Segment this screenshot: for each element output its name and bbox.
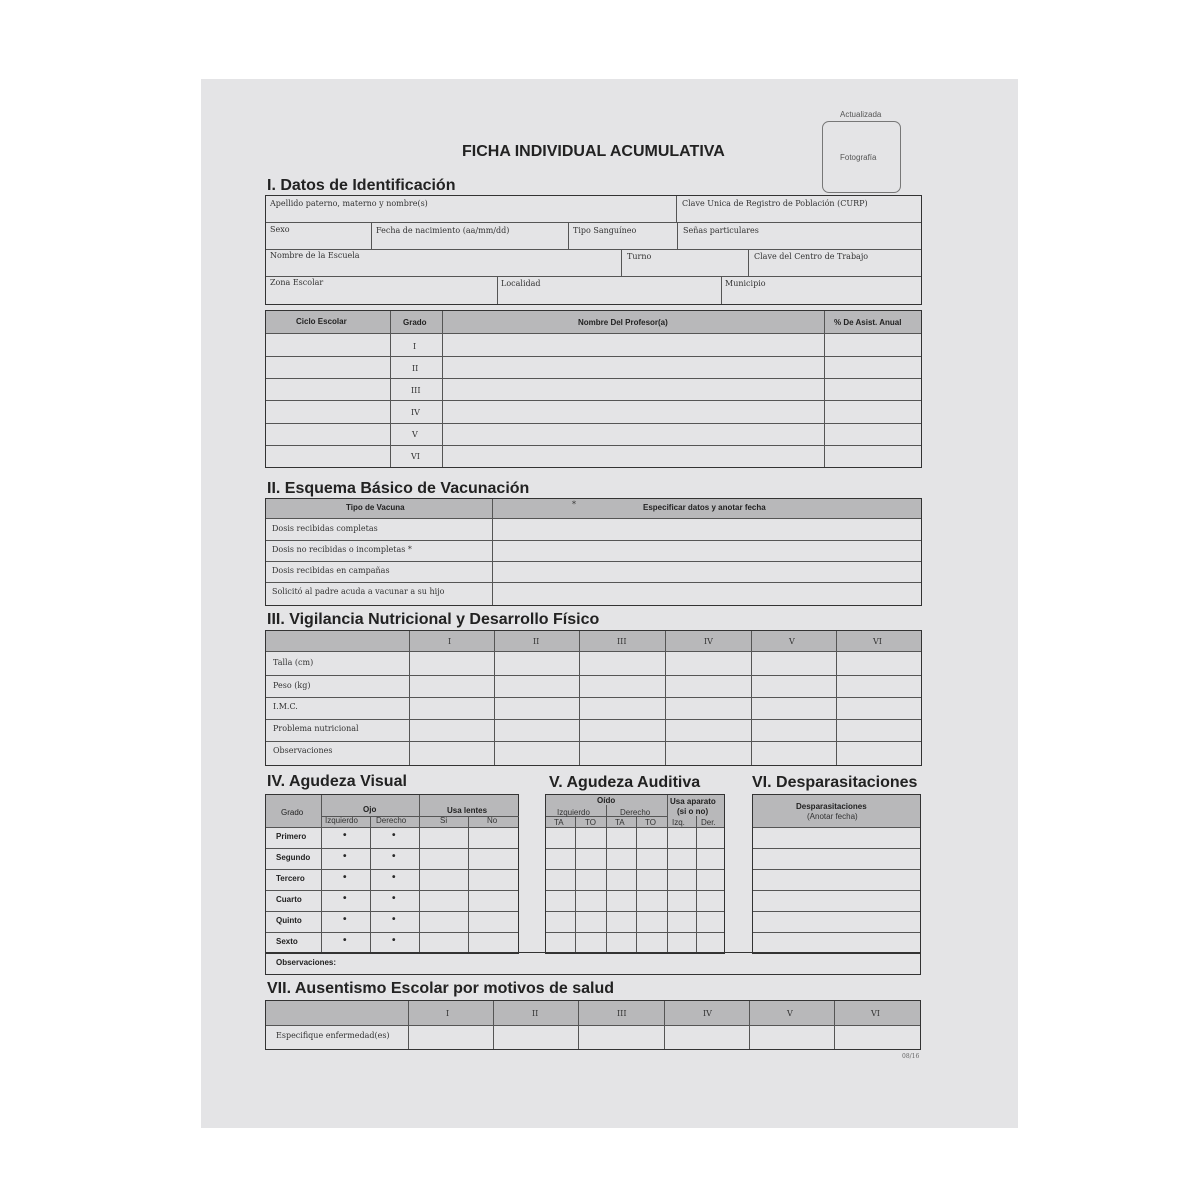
dot-l2: • (343, 851, 347, 862)
dot-l3: • (343, 872, 347, 883)
auditory-der: Der. (701, 818, 716, 827)
field-apellido: Apellido paterno, materno y nombre(s) (270, 199, 428, 208)
section-3-title: III. Vigilancia Nutricional y Desarrollo Físico (267, 611, 600, 628)
dot-r5: • (392, 914, 396, 925)
dot-r6: • (392, 935, 396, 946)
form-title: FICHA INDIVIDUAL ACUMULATIVA (462, 143, 725, 160)
nut-col-iv: IV (704, 637, 713, 646)
section-4-title: IV. Agudeza Visual (267, 773, 407, 790)
nut-row-observaciones: Observaciones (273, 746, 333, 755)
field-nacimiento: Fecha de nacimiento (aa/mm/dd) (376, 226, 510, 235)
dot-r3: • (392, 872, 396, 883)
visual-tercero: Tercero (276, 874, 305, 883)
col-profesor: Nombre Del Profesor(a) (578, 318, 668, 327)
field-curp: Clave Unica de Registro de Población (CURP) (682, 199, 868, 208)
visual-cuarto: Cuarto (276, 895, 302, 904)
abs-col-v: V (787, 1009, 793, 1018)
vac-row-1: Dosis recibidas completas (272, 524, 378, 533)
visual-si: Si (440, 816, 448, 825)
dot-l1: • (343, 830, 347, 841)
dot-l6: • (343, 935, 347, 946)
vac-row-3: Dosis recibidas en campañas (272, 566, 390, 575)
col-tipo-vacuna: Tipo de Vacuna (346, 503, 405, 512)
dot-r1: • (392, 830, 396, 841)
observaciones-strip (265, 952, 921, 975)
dot-r4: • (392, 893, 396, 904)
nut-col-v: V (789, 637, 795, 646)
vac-row-2: Dosis no recibidas o incompletas * (272, 545, 412, 554)
nut-row-peso: Peso (kg) (273, 681, 311, 690)
abs-col-vi: VI (871, 1009, 880, 1018)
nut-row-talla: Talla (cm) (273, 658, 314, 667)
nut-col-i: I (448, 637, 452, 646)
grade-ii: II (412, 364, 419, 373)
nut-col-vi: VI (873, 637, 882, 646)
observaciones-label: Observaciones: (276, 958, 337, 967)
auditory-izq: Izq. (672, 818, 685, 827)
nut-col-iii: III (617, 637, 627, 646)
col-ciclo: Ciclo Escolar (296, 317, 347, 326)
auditory-to-r: TO (645, 818, 656, 827)
field-turno: Turno (627, 252, 652, 261)
auditory-derecho: Derecho (620, 808, 651, 817)
visual-izquierdo: Izquierdo (325, 816, 358, 825)
nut-row-problema: Problema nutricional (273, 724, 359, 733)
col-especificar: Especificar datos y anotar fecha (643, 503, 766, 512)
auditory-si-o-no: (si o no) (677, 807, 709, 816)
visual-usa-lentes: Usa lentes (447, 806, 488, 815)
field-senas: Señas particulares (683, 226, 759, 235)
nut-col-ii: II (533, 637, 540, 646)
section-5-title: V. Agudeza Auditiva (549, 774, 701, 791)
section-2-title: II. Esquema Básico de Vacunación (267, 480, 530, 497)
field-sanguineo: Tipo Sanguíneo (573, 226, 637, 235)
grade-vi: VI (411, 452, 420, 461)
abs-col-ii: II (532, 1009, 539, 1018)
nut-row-imc: I.M.C. (273, 702, 298, 711)
auditory-izquierdo: Izquierdo (557, 808, 590, 817)
grade-v: V (412, 430, 418, 439)
abs-col-iv: IV (703, 1009, 712, 1018)
form-code: 08/16 (902, 1053, 920, 1060)
field-escuela: Nombre de la Escuela (270, 251, 360, 260)
section-6-title: VI. Desparasitaciones (752, 774, 918, 791)
grade-i: I (413, 342, 417, 351)
field-zona: Zona Escolar (270, 278, 324, 287)
asterisk-mark: * (572, 500, 576, 509)
auditory-oido: Oído (597, 796, 616, 805)
abs-col-iii: III (617, 1009, 627, 1018)
field-clave-ct: Clave del Centro de Trabajo (754, 252, 869, 261)
section-1-title: I. Datos de Identificación (267, 177, 456, 194)
auditory-to-l: TO (585, 818, 596, 827)
dot-l4: • (343, 893, 347, 904)
col-asistencia: % De Asist. Anual (834, 318, 902, 327)
section-7-title: VII. Ausentismo Escolar por motivos de salud (267, 980, 615, 997)
grade-iii: III (411, 386, 421, 395)
visual-quinto: Quinto (276, 916, 302, 925)
auditory-usa-aparato: Usa aparato (670, 797, 716, 806)
dot-r2: • (392, 851, 396, 862)
vac-row-4: Solicitó al padre acuda a vacunar a su hijo (272, 587, 445, 596)
abs-row-label: Especifique enfermedad(es) (276, 1031, 390, 1040)
deworming-sub: (Anotar fecha) (807, 812, 858, 821)
deworming-header: Desparasitaciones (796, 802, 867, 811)
field-municipio: Municipio (725, 279, 766, 288)
field-localidad: Localidad (501, 279, 541, 288)
col-grado: Grado (403, 318, 427, 327)
identification-box (265, 195, 922, 305)
visual-sexto: Sexto (276, 937, 298, 946)
visual-grado: Grado (281, 808, 304, 817)
grade-iv: IV (411, 408, 420, 417)
visual-no: No (487, 816, 498, 825)
auditory-ta-l: TA (554, 818, 564, 827)
auditory-ta-r: TA (615, 818, 625, 827)
abs-col-i: I (446, 1009, 450, 1018)
auditory-table (545, 794, 725, 954)
visual-derecho: Derecho (376, 816, 407, 825)
visual-ojo: Ojo (363, 805, 377, 814)
visual-segundo: Segundo (276, 853, 311, 862)
field-sexo: Sexo (270, 225, 290, 234)
photo-label: Fotografía (840, 153, 877, 162)
visual-primero: Primero (276, 832, 307, 841)
photo-caption: Actualizada (840, 110, 882, 119)
dot-l5: • (343, 914, 347, 925)
